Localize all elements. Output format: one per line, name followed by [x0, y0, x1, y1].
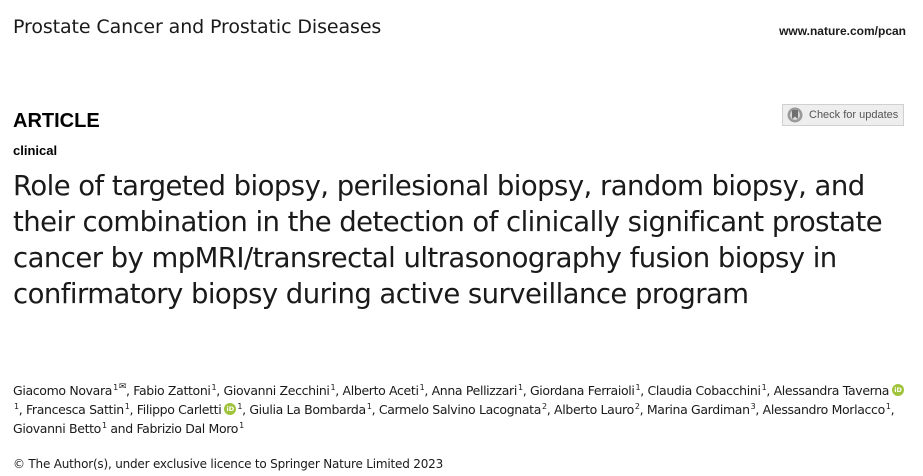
author-name[interactable]: Carmelo Salvino Lacognata: [378, 402, 542, 417]
author-item: Giacomo Novara$^1$✉: [13, 382, 127, 398]
author-name[interactable]: Claudia Cobacchini: [647, 383, 761, 398]
affiliation-number: 1: [101, 421, 107, 430]
affiliation-number: 2: [634, 402, 640, 411]
author-item: [554, 402, 640, 417]
article-title: Role of targeted biopsy, perilesional biopsy, random biopsy, and their combination in the detection of clinically significant prostate cancer by mpMRI/transrectal ultrasonography fusion biopsy in confirmatory biopsy during active surveillance program: [13, 170, 883, 310]
author-item: [763, 402, 891, 417]
author-item: [110, 421, 243, 436]
crossmark-icon: [787, 107, 803, 123]
author-name[interactable]: Giulia La Bombarda: [249, 402, 366, 417]
author-name[interactable]: Filippo Carletti: [136, 402, 222, 417]
affiliation-number: 1: [124, 402, 130, 411]
orcid-icon[interactable]: [892, 384, 904, 396]
affiliation-number: 2: [542, 402, 547, 411]
author-name[interactable]: Giovanni Betto: [13, 421, 101, 436]
author-list: Giacomo Novara$^1$✉, Fabio Zattoni$^1$, Giovanni Zecchini$^1$, Alberto Aceti$^1$, Anna Pellizzari$^1$, Giordana Ferraioli$^1$, Claudia Cobacchini$^1$, Alessandra TavernaiD$^1$, Francesca Sattin$^1$, Filippo CarlettiiD $^1$, Giulia La Bombarda$^1$, Carmelo Salvino Lacognata$^2$, Alberto Lauro$^2$, Marina Gardiman$^3$, Alessandro Morlacco$^1$, Giovanni Betto$^1$ and Fabrizio Dal Moro$^1$: [13, 381, 913, 438]
affiliation-number: 1: [419, 383, 425, 392]
author-item: [343, 383, 425, 398]
affiliation-number: 1: [237, 402, 243, 411]
journal-url[interactable]: www.nature.com/pcan: [779, 24, 906, 38]
affiliation-number: 1: [113, 383, 118, 392]
author-item: [26, 402, 130, 417]
check-for-updates-label: Check for updates: [809, 109, 899, 121]
article-section: clinical: [13, 143, 58, 158]
author-name[interactable]: Fabio Zattoni: [133, 383, 211, 398]
author-item: [224, 383, 336, 398]
affiliation-number: 1: [239, 421, 244, 430]
affiliation-number: 1: [14, 402, 19, 411]
author-item: [249, 402, 371, 417]
check-for-updates-button[interactable]: [782, 104, 904, 126]
copyright-notice: © The Author(s), under exclusive licence to Springer Nature Limited 2023: [13, 457, 444, 471]
affiliation-number: 1: [211, 383, 217, 392]
affiliation-number: 3: [750, 402, 756, 411]
affiliation-number: 1: [635, 383, 641, 392]
affiliation-number: 1: [885, 402, 891, 411]
affiliation-number: 1: [366, 402, 372, 411]
author-name[interactable]: Francesca Sattin: [26, 402, 124, 417]
author-item: [13, 421, 107, 436]
author-joiner: and: [110, 421, 137, 436]
author-item: [137, 402, 242, 417]
affiliation-number: 1: [330, 383, 336, 392]
article-type: ARTICLE: [13, 110, 100, 132]
orcid-icon[interactable]: [224, 403, 236, 415]
author-name[interactable]: Alberto Aceti: [342, 383, 419, 398]
author-name[interactable]: Alessandro Morlacco: [762, 402, 885, 417]
author-name[interactable]: Fabrizio Dal Moro: [136, 421, 239, 436]
author-name[interactable]: Giovanni Zecchini: [223, 383, 330, 398]
author-item: [432, 383, 523, 398]
author-item: [647, 402, 756, 417]
author-item: [133, 383, 216, 398]
author-item: [530, 383, 640, 398]
affiliation-number: 1: [517, 383, 523, 392]
author-name[interactable]: Alberto Lauro: [554, 402, 634, 417]
affiliation-number: 1: [761, 383, 767, 392]
author-name[interactable]: Giacomo Novara: [13, 383, 113, 398]
author-name[interactable]: Alessandra Taverna: [773, 383, 890, 398]
author-item: [648, 383, 767, 398]
author-name[interactable]: Marina Gardiman: [646, 402, 750, 417]
author-name[interactable]: Anna Pellizzari: [431, 383, 517, 398]
author-item: [379, 402, 547, 417]
author-name[interactable]: Giordana Ferraioli: [529, 383, 635, 398]
journal-name: Prostate Cancer and Prostatic Diseases: [13, 16, 382, 38]
